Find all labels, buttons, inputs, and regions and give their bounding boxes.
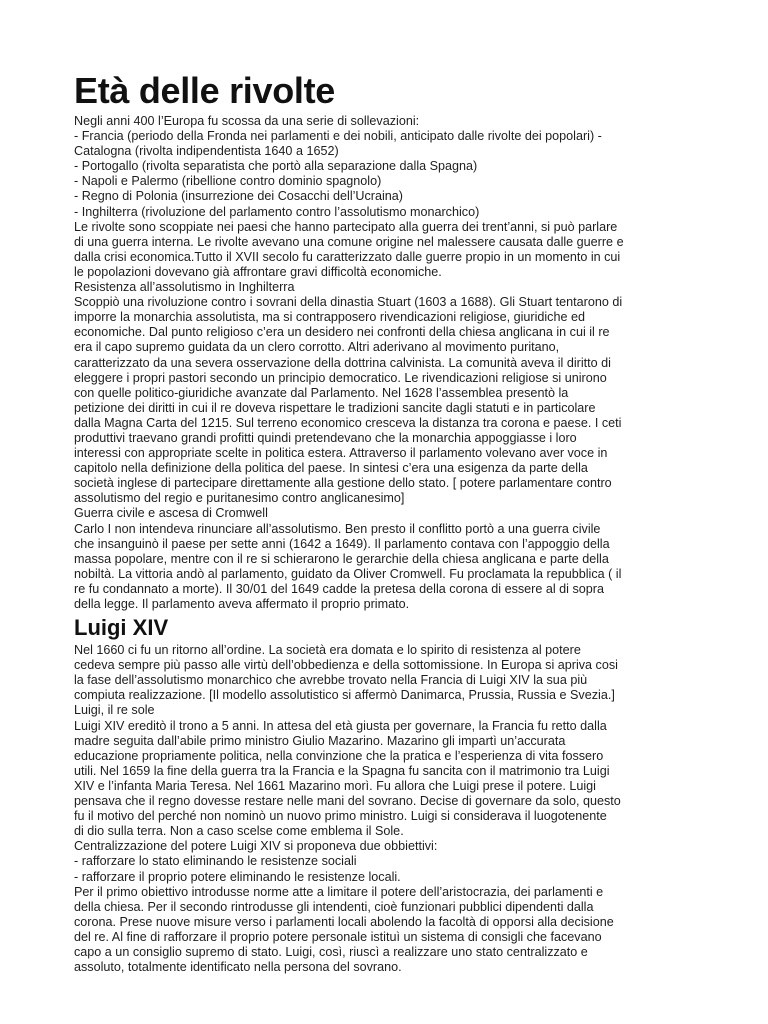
text-line: educazione propriamente politica, nella convinzione che la pratica e l’esperienza di vita fossero (74, 748, 604, 763)
text-line: di una guerra interna. Le rivolte avevano una comune origine nel malessere causata dalle guerre e (74, 234, 624, 249)
section-body (74, 643, 698, 975)
text-line: con quelle politico-giuridiche avanzate dal Parlamento. Nel 1628 l’assemblea presentò la (74, 385, 569, 400)
text-line: corona. Prese nuove misure verso i parlamenti locali abolendo la facoltà di opporsi alla decisione (74, 914, 614, 929)
text-line: imporre la monarchia assolutista, ma si contrapposero rivendicazioni religiose, giuridiche ed (74, 310, 585, 325)
text-line: compiuta realizzazione. [Il modello assolutistico si affermò Danimarca, Prussia, Russia e Svezia.] (74, 688, 615, 703)
text-line: capo a un consiglio supremo di stato. Luigi, così, riuscì a realizzare uno stato centralizzato e (74, 944, 588, 959)
text-line: petizione dei diritti in cui il re doveva rispettare le tradizioni sancite dagli statuti e in particolare (74, 400, 596, 415)
text-line: utili. Nel 1659 la fine della guerra tra la Francia e la Spagna fu sancita con il matrimonio tra Luigi (74, 763, 610, 778)
text-line: - Portogallo (rivolta separatista che portò alla separazione dalla Spagna) (74, 159, 478, 174)
text-line: pensava che il regno dovesse restare nelle mani del sovrano. Decise di governare da solo, questo (74, 794, 621, 809)
text-line: Scoppiò una rivoluzione contro i sovrani della dinastia Stuart (1603 a 1688). Gli Stuart tentarono di (74, 295, 623, 310)
text-line: produttivi traevano grandi profitti quindi pretendevano che la monarchia appoggiasse i loro (74, 430, 577, 445)
text-line: - Francia (periodo della Fronda nei parlamenti e dei nobili, anticipato dalle rivolte dei popolari) - (74, 129, 602, 144)
text-line: XIV e l’infanta Maria Teresa. Nel 1661 Mazarino morì. Fu allora che Luigi prese il potere. Luigi (74, 778, 596, 793)
section-title: Età delle rivolte (74, 70, 335, 111)
text-line: cedeva sempre più passo alle virtù dell’obbedienza e della sottomissione. In Europa si apriva cosi (74, 658, 618, 673)
text-line: economiche. Dal punto religioso c’era un desidero nei confronti della chiesa anglicana in cui il re (74, 325, 610, 340)
text-line: - Napoli e Palermo (ribellione contro dominio spagnolo) (74, 174, 382, 189)
text-line: - rafforzare il proprio potere eliminando le resistenze locali. (74, 869, 401, 884)
text-line: Resistenza all’assolutismo in Inghilterra (74, 280, 295, 295)
text-line: eleggere i propri pastori secondo un principio democratico. Le rivendicazioni religiose si unirono (74, 370, 607, 385)
text-line: capitolo nella definizione della politica del paese. In sintesi c’era una esigenza da parte della (74, 461, 588, 476)
text-line: interessi con appropriate scelte in politica estera. Attraverso il parlamento volevano aver voce in (74, 446, 608, 461)
text-line: - Regno di Polonia (insurrezione dei Cosacchi dell’Ucraina) (74, 189, 403, 204)
section-eta-delle-rivolte (74, 70, 698, 612)
text-line: caratterizzato da una severa osservazione della dottrina calvinista. La comunità aveva il diritto di (74, 355, 611, 370)
document-page (74, 70, 698, 975)
text-line: - Inghilterra (rivoluzione del parlamento contro l’assolutismo monarchico) (74, 204, 480, 219)
text-line: Catalogna (rivolta indipendentista 1640 a 1652) (74, 144, 339, 159)
text-line: Le rivolte sono scoppiate nei paesi che hanno partecipato alla guerra dei trent’anni, si può parlare (74, 219, 618, 234)
section-luigi-xiv (74, 615, 698, 975)
text-line: del re. Al fine di rafforzare il proprio potere personale istituì un sistema di consigli che facevano (74, 929, 602, 944)
text-line: Nel 1660 ci fu un ritorno all’ordine. La società era domata e lo spirito di resistenza al potere (74, 643, 581, 658)
text-line: di dio sulla terra. Non a caso scelse come emblema il Sole. (74, 824, 404, 839)
text-line: - rafforzare lo stato eliminando le resistenze sociali (74, 854, 357, 869)
text-line: dalla crisi economica.Tutto il XVII secolo fu caratterizzato dalle guerre propio in un momento in cui (74, 249, 621, 264)
text-line: assolutismo del regio e puritanesimo contro anglicanesimo] (74, 491, 405, 506)
text-line: Guerra civile e ascesa di Cromwell (74, 506, 268, 521)
text-line: la fase dell’assolutismo monarchico che avrebbe trovato nella Francia di Luigi XIV la sua più (74, 673, 588, 688)
text-line: madre seguita dall’abile primo ministro Giulio Mazarino. Mazarino gli impartì un’accurata (74, 733, 566, 748)
text-line: della legge. Il parlamento aveva affermato il proprio primato. (74, 597, 410, 611)
text-line: re fu condannato a morte). Il 30/01 del 1649 cadde la pretesa della corona di essere al di sopra (74, 581, 604, 596)
text-line: Carlo I non intendeva rinunciare all’assolutismo. Ben presto il conflitto portò a una guerra civile (74, 521, 601, 536)
text-line: Centralizzazione del potere Luigi XIV si proponeva due obbiettivi: (74, 839, 438, 854)
text-line: dalla Magna Carta del 1215. Sul terreno economico cresceva la distanza tra corona e paese. I ceti (74, 415, 622, 430)
text-line: che insanguinò il paese per sette anni (1642 a 1649). Il parlamento contava con l’appoggio della (74, 536, 610, 551)
text-line: Luigi, il re sole (74, 703, 155, 718)
text-line: massa popolare, mentre con il re si schierarono le gerarchie della chiesa anglicana e parte della (74, 551, 609, 566)
text-line: le popolazioni dovevano già affrontare gravi difficoltà economiche. (74, 264, 442, 279)
text-line: fu il motivo del perché non nominò un nuovo primo ministro. Luigi si considerava il luogotenente (74, 809, 607, 824)
text-line: nobiltà. La vittoria andò al parlamento, guidato da Oliver Cromwell. Fu proclamata la repubblica ( il (74, 566, 622, 581)
text-line: Negli anni 400 l’Europa fu scossa da una serie di sollevazioni: (74, 114, 420, 128)
section-body (74, 114, 698, 612)
text-line: Per il primo obiettivo introdusse norme atte a limitare il potere dell’aristocrazia, dei parlamenti e (74, 884, 604, 899)
text-line: era il capo supremo guidata da un clero corrotto. Altri aderivano al movimento puritano, (74, 340, 560, 355)
text-line: Luigi XIV ereditò il trono a 5 anni. In attesa del età giusta per governare, la Francia fu retto dalla (74, 718, 607, 733)
text-line: assoluto, totalmente identificato nella persona del sovrano. (74, 960, 402, 975)
section-title: Luigi XIV (74, 615, 169, 641)
text-line: della chiesa. Per il secondo rintrodusse gli intendenti, cioè funzionari pubblici dipendenti dalla (74, 899, 594, 914)
text-line: società inglese di partecipare direttamente alla gestione dello stato. [ potere parlamentare contro (74, 476, 612, 491)
